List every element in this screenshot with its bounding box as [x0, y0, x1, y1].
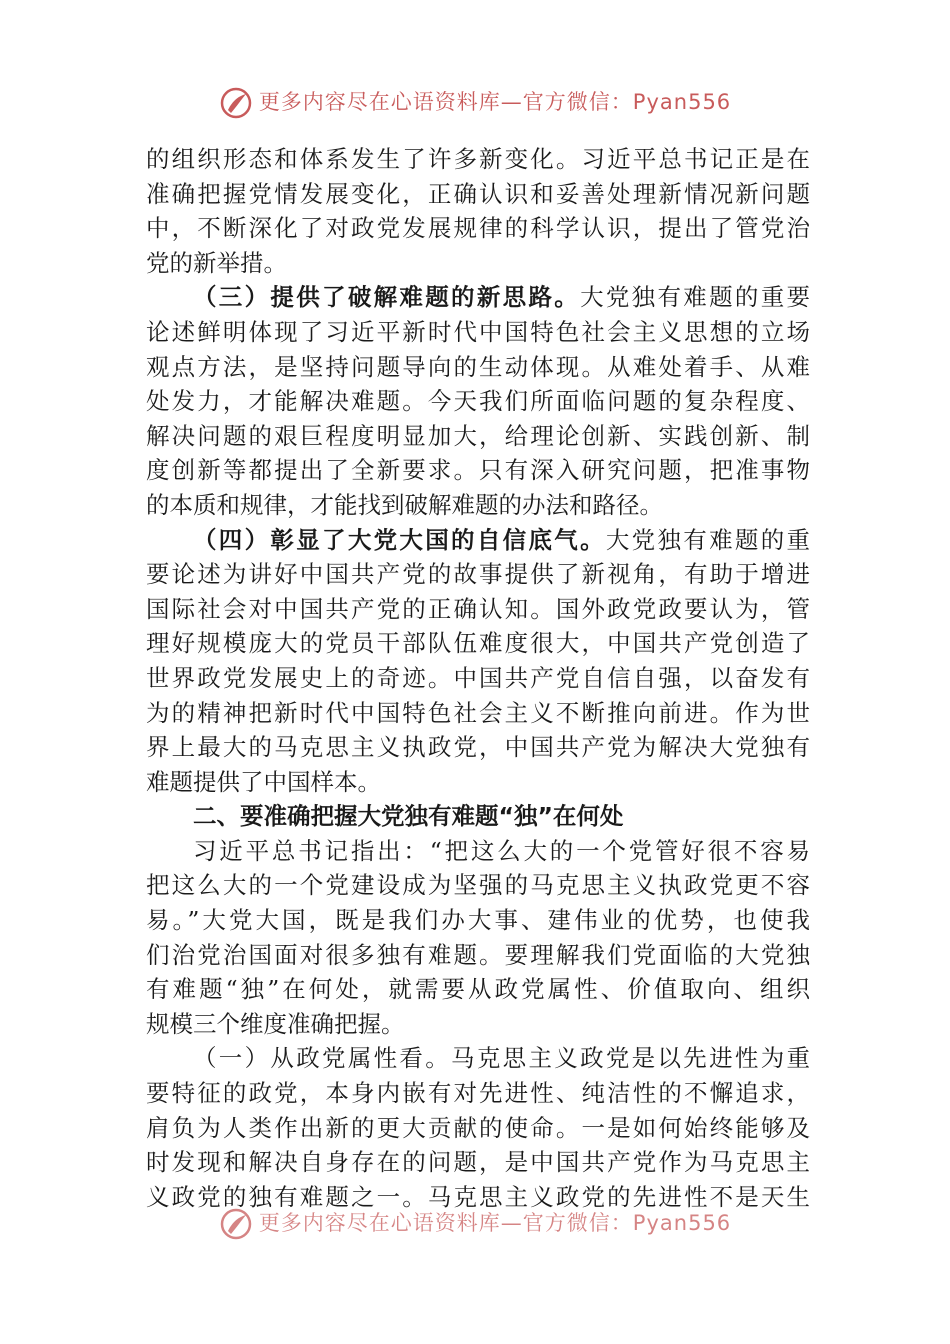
text-line: 肩负为人类作出新的更大贡献的使命。一是如何始终能够及 [146, 1113, 810, 1142]
text-line: 难题提供了中国样本。 [146, 767, 381, 796]
section-lead-bold: （四）彰显了大党大国的自信底气。 [193, 525, 606, 554]
text-line: 义政党的独有难题之一。马克思主义政党的先进性不是天生 [146, 1182, 810, 1211]
text-line: 国际社会对中国共产党的正确认知。国外政党政要认为，管 [146, 594, 810, 623]
text-line: 有难题“独”在何处，就需要从政党属性、价值取向、组织 [146, 975, 810, 1004]
text-line: 党的新举措。 [146, 248, 287, 277]
text-span: 大党独有难题的重 [605, 525, 811, 554]
text-line: 为的精神把新时代中国特色社会主义不断推向前进。作为世 [146, 698, 810, 727]
text-line: 易。”大党大国，既是我们办大事、建伟业的优势，也使我 [146, 906, 810, 935]
section-lead-bold: （三）提供了破解难题的新思路。 [193, 283, 581, 312]
text-line: （一）从政党属性看。马克思主义政党是以先进性为重 [193, 1044, 810, 1073]
watermark-header [0, 86, 950, 120]
text-line: 解决问题的艰巨程度明显加大，给理论创新、实践创新、制 [146, 421, 810, 450]
watermark-text: 更多内容尽在心语资料库—官方微信：Pyan556 [258, 1211, 732, 1235]
document-body [146, 142, 810, 1214]
text-line: 们治党治国面对很多独有难题。要理解我们党面临的大党独 [146, 940, 810, 969]
text-line: 处发力，才能解决难题。今天我们所面临问题的复杂程度、 [146, 387, 810, 416]
text-line: 要论述为讲好中国共产党的故事提供了新视角，有助于增进 [146, 560, 810, 589]
brush-logo-icon [219, 86, 253, 120]
text-line: 观点方法，是坚持问题导向的生动体现。从难处着手、从难 [146, 352, 810, 381]
text-line: 的本质和规律，才能找到破解难题的办法和路径。 [146, 490, 663, 519]
text-line: 度创新等都提出了全新要求。只有深入研究问题，把准事物 [146, 456, 810, 485]
section-heading: 二、要准确把握大党独有难题“独”在何处 [193, 802, 624, 831]
text-line: 中，不断深化了对政党发展规律的科学认识，提出了管党治 [146, 214, 810, 243]
text-line: 的组织形态和体系发生了许多新变化。习近平总书记正是在 [146, 145, 810, 173]
text-line: 世界政党发展史上的奇迹。中国共产党自信自强，以奋发有 [146, 663, 810, 692]
text-line: 把这么大的一个党建设成为坚强的马克思主义执政党更不容 [146, 871, 810, 900]
text-line: 准确把握党情发展变化，正确认识和妥善处理新情况新问题 [146, 179, 810, 208]
text-line: 界上最大的马克思主义执政党，中国共产党为解决大党独有 [146, 733, 810, 762]
text-line [146, 523, 810, 558]
text-line: 时发现和解决自身存在的问题，是中国共产党作为马克思主 [146, 1148, 810, 1177]
text-line: 规模三个维度准确把握。 [146, 1009, 405, 1038]
watermark-footer [0, 1207, 950, 1241]
text-line: 要特征的政党，本身内嵌有对先进性、纯洁性的不懈追求， [146, 1079, 810, 1108]
text-line: 论述鲜明体现了习近平新时代中国特色社会主义思想的立场 [146, 317, 810, 346]
text-span: 大党独有难题的重要 [580, 283, 811, 312]
text-line: 理好规模庞大的党员干部队伍难度很大，中国共产党创造了 [146, 629, 810, 658]
text-line [146, 280, 810, 315]
brush-logo-icon [219, 1207, 253, 1241]
text-line: 习近平总书记指出：“把这么大的一个党管好很不容易 [193, 836, 810, 865]
watermark-text: 更多内容尽在心语资料库—官方微信：Pyan556 [258, 90, 732, 114]
